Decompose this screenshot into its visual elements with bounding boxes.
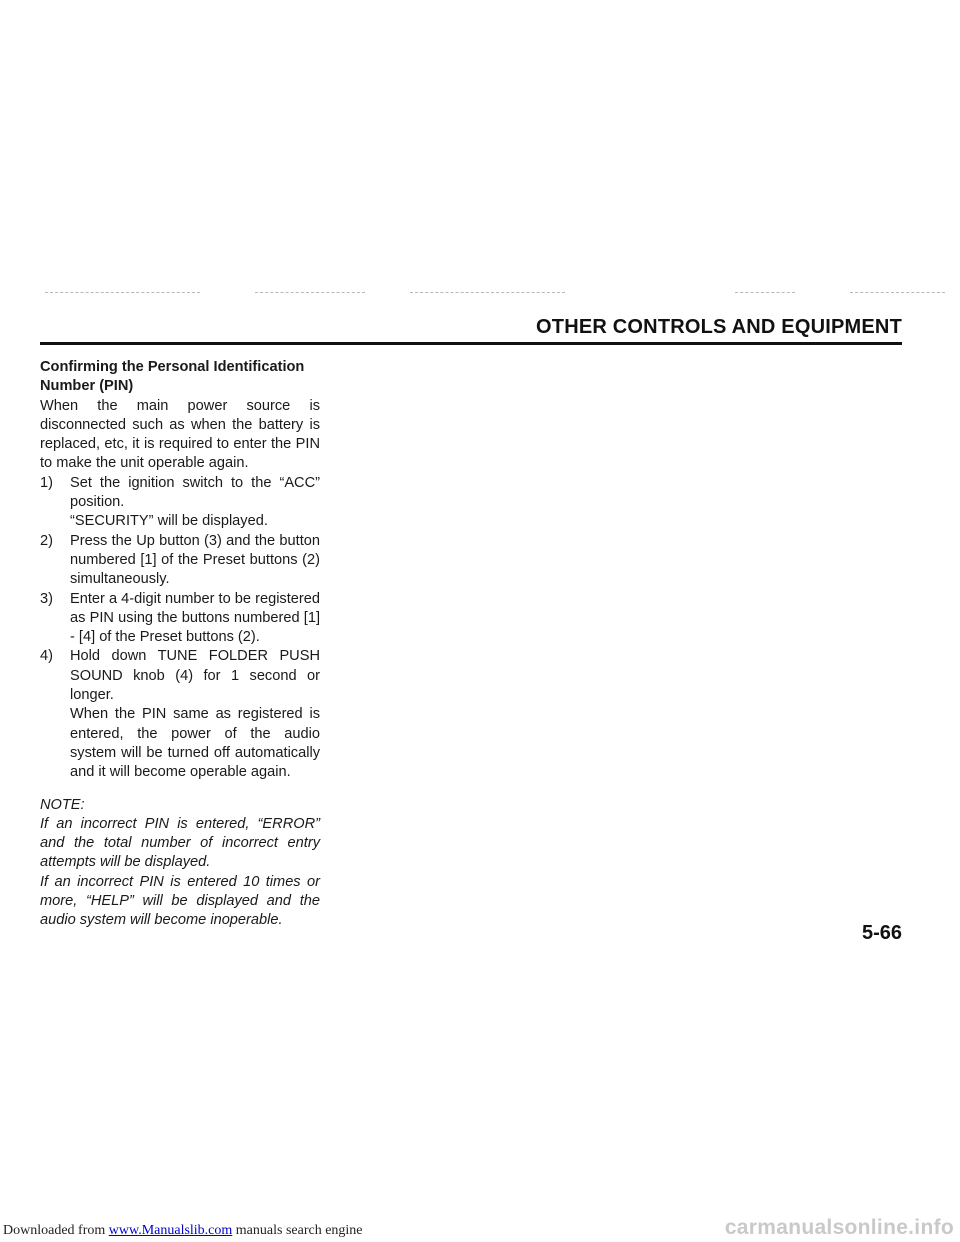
page-header-title: OTHER CONTROLS AND EQUIPMENT <box>536 316 902 338</box>
step-item <box>40 532 320 590</box>
note-label: NOTE: <box>40 796 85 813</box>
steps-list <box>40 474 320 783</box>
step-text: Hold down TUNE FOLDER PUSH SOUND knob (4) for 1 second or longer. <box>70 648 320 704</box>
download-footer <box>3 1223 363 1239</box>
step-item <box>40 590 320 648</box>
step-item <box>40 647 320 782</box>
step-number: 4) <box>40 648 53 665</box>
step-number: 1) <box>40 474 53 491</box>
page-number: 5-66 <box>861 922 902 944</box>
footer-prefix: Downloaded from <box>3 1223 109 1238</box>
header-rule <box>40 342 902 345</box>
intro-paragraph: When the main power source is disconnected such as when the battery is replaced, etc, it is required to enter the PIN to make the unit operable again. <box>40 397 320 472</box>
scan-artifact <box>45 292 200 294</box>
section-title: Confirming the Personal Identification Number (PIN) <box>40 359 305 395</box>
main-content <box>40 358 320 931</box>
note-line: If an incorrect PIN is entered 10 times or more, “HELP” will be displayed and the audio system will become inoperable. <box>40 873 320 929</box>
step-item <box>40 474 320 532</box>
scan-artifact <box>735 292 795 294</box>
step-subtext: When the PIN same as registered is entered, the power of the audio system will be turned off automatically and it will become operable again. <box>70 706 320 781</box>
footer-suffix: manuals search engine <box>232 1223 363 1238</box>
step-number: 3) <box>40 590 53 607</box>
step-text: Set the ignition switch to the “ACC” position. <box>70 474 320 511</box>
step-subtext: “SECURITY” will be displayed. <box>70 513 268 530</box>
note-line: If an incorrect PIN is entered, “ERROR” and the total number of incorrect entry attempts will be displayed. <box>40 815 320 871</box>
watermark: carmanualsonline.info <box>724 1216 954 1239</box>
step-text: Enter a 4-digit number to be registered as PIN using the buttons numbered [1] - [4] of the Preset buttons (2). <box>70 590 320 646</box>
manualslib-link[interactable]: www.Manualslib.com <box>108 1223 233 1238</box>
step-number: 2) <box>40 532 53 549</box>
scan-artifact <box>410 292 565 294</box>
note-block <box>40 796 320 931</box>
scan-artifact <box>255 292 365 294</box>
step-text: Press the Up button (3) and the button numbered [1] of the Preset buttons (2) simultaneously. <box>70 532 320 588</box>
scan-artifact <box>850 292 945 294</box>
